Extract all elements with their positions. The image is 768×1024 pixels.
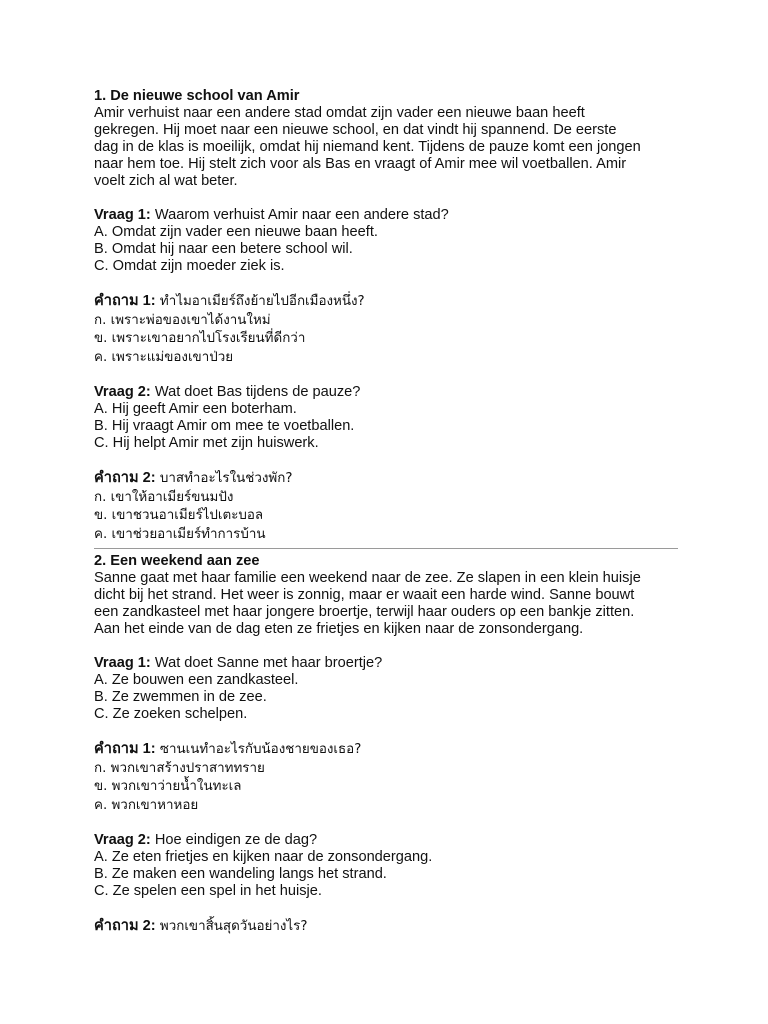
answer-option: ก. เขาให้อาเมียร์ขนมปัง (94, 489, 234, 505)
answer-option: A. Ze eten frietjes en kijken naar de zonsondergang. (94, 849, 433, 865)
question-label: Vraag 1: (94, 655, 151, 671)
answer-option: B. Ze maken een wandeling langs het strand. (94, 866, 387, 882)
answer-option: ค. เพราะแม่ของเขาป่วย (94, 349, 234, 365)
question-text: Wat doet Sanne met haar broertje? (150, 655, 383, 671)
answer-option: B. Hij vraagt Amir om mee te voetballen. (94, 418, 355, 434)
question-line (94, 655, 684, 672)
question-label: Vraag 1: (94, 207, 151, 223)
question-dutch-1 (94, 207, 684, 275)
question-dutch-1 (94, 655, 684, 723)
question-label: Vraag 2: (94, 832, 151, 848)
answer-option: B. Ze zwemmen in de zee. (94, 689, 267, 705)
question-text: Waarom verhuist Amir naar een andere stad? (150, 207, 449, 223)
paragraph-line: naar hem toe. Hij stelt zich voor als Bas en vraagt of Amir mee wil voetballen. Amir (94, 156, 627, 172)
question-label: คำถาม 2: (94, 470, 156, 486)
story-paragraph (94, 570, 684, 638)
answer-option: ข. เพราะเขาอยากไปโรงเรียนที่ดีกว่า (94, 331, 306, 346)
question-dutch-2 (94, 832, 684, 900)
question-text: Hoe eindigen ze de dag? (150, 832, 318, 848)
document-page (94, 88, 684, 937)
section-divider (94, 548, 678, 549)
answer-option: ก. พวกเขาสร้างปราสาททราย (94, 760, 265, 776)
question-line (94, 384, 684, 401)
answer-option: ค. เขาช่วยอาเมียร์ทำการบ้าน (94, 526, 266, 542)
question-text: พวกเขาสิ้นสุดวันอย่างไร? (155, 919, 308, 934)
section-title: 2. Een weekend aan zee (94, 553, 260, 569)
answer-option: A. Ze bouwen een zandkasteel. (94, 672, 299, 688)
answer-option: ค. พวกเขาหาหอย (94, 797, 199, 813)
paragraph-line: een zandkasteel met haar jongere broertje, terwijl haar ouders op een bankje zitten. (94, 604, 635, 620)
answer-option: C. Ze zoeken schelpen. (94, 706, 248, 722)
paragraph-line: dicht bij het strand. Het weer is zonnig, maar er waait een harde wind. Sanne bouwt (94, 587, 635, 603)
section-2 (94, 553, 684, 937)
question-label: คำถาม 1: (94, 293, 156, 309)
answer-option: C. Omdat zijn moeder ziek is. (94, 258, 285, 274)
question-line (94, 740, 684, 760)
paragraph-line: Sanne gaat met haar familie een weekend naar de zee. Ze slapen in een klein huisje (94, 570, 641, 586)
question-line (94, 469, 684, 489)
question-thai-1 (94, 292, 684, 367)
answer-option: A. Omdat zijn vader een nieuwe baan heeft. (94, 224, 378, 240)
question-thai-2 (94, 917, 684, 937)
question-label: คำถาม 1: (94, 741, 156, 757)
question-text: ทำไมอาเมียร์ถึงย้ายไปอีกเมืองหนึ่ง? (155, 294, 365, 309)
question-thai-2 (94, 469, 684, 544)
answer-option: A. Hij geeft Amir een boterham. (94, 401, 297, 417)
question-thai-1 (94, 740, 684, 815)
question-text: Wat doet Bas tijdens de pauze? (150, 384, 361, 400)
section-title: 1. De nieuwe school van Amir (94, 88, 300, 104)
section-1 (94, 88, 684, 544)
question-line (94, 207, 684, 224)
answer-option: B. Omdat hij naar een betere school wil. (94, 241, 353, 257)
answer-option: ข. พวกเขาว่ายน้ำในทะเล (94, 779, 242, 794)
paragraph-line: Amir verhuist naar een andere stad omdat zijn vader een nieuwe baan heeft (94, 105, 585, 121)
paragraph-line: gekregen. Hij moet naar een nieuwe school, en dat vindt hij spannend. De eerste (94, 122, 617, 138)
story-paragraph (94, 105, 684, 190)
paragraph-line: Aan het einde van de dag eten ze frietjes en kijken naar de zonsondergang. (94, 621, 584, 637)
question-dutch-2 (94, 384, 684, 452)
question-line (94, 832, 684, 849)
answer-option: C. Ze spelen een spel in het huisje. (94, 883, 322, 899)
question-label: Vraag 2: (94, 384, 151, 400)
paragraph-line: voelt zich al wat beter. (94, 173, 238, 189)
question-text: บาสทำอะไรในช่วงพัก? (155, 471, 293, 486)
answer-option: ก. เพราะพ่อของเขาได้งานใหม่ (94, 312, 271, 328)
question-line (94, 917, 684, 937)
question-line (94, 292, 684, 312)
question-label: คำถาม 2: (94, 918, 156, 934)
answer-option: ข. เขาชวนอาเมียร์ไปเตะบอล (94, 508, 264, 523)
answer-option: C. Hij helpt Amir met zijn huiswerk. (94, 435, 319, 451)
question-text: ซานเนทำอะไรกับน้องชายของเธอ? (155, 742, 362, 757)
paragraph-line: dag in de klas is moeilijk, omdat hij niemand kent. Tijdens de pauze komt een jongen (94, 139, 641, 155)
